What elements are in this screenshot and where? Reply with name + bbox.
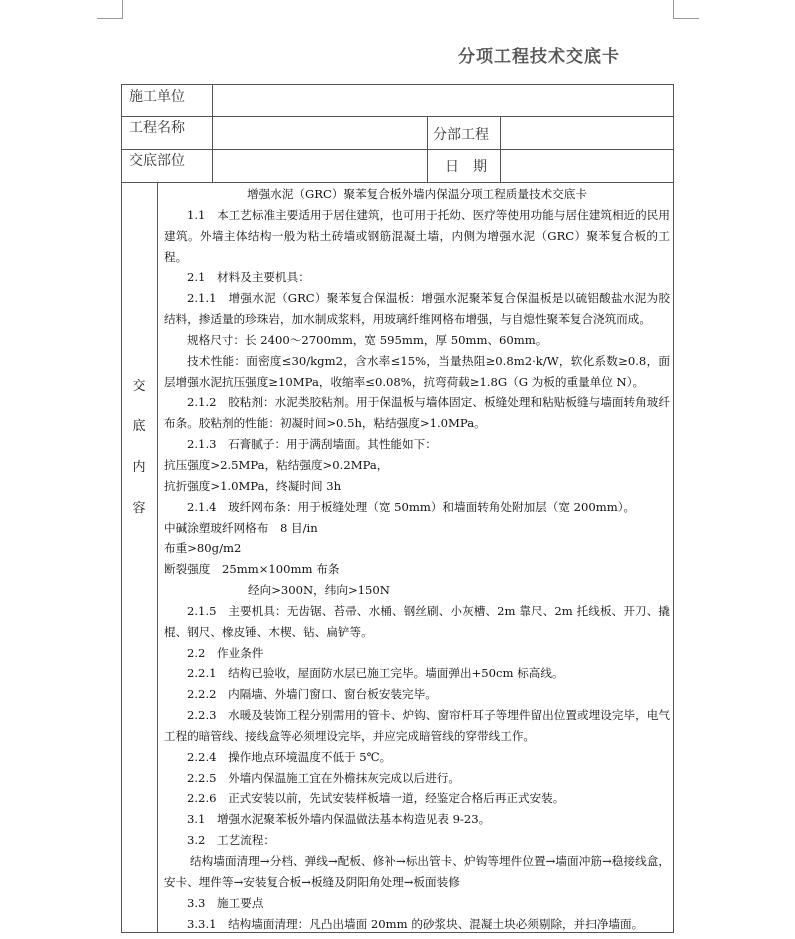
content-paragraph: 经向>300N，纬向>150N [248, 583, 390, 598]
content-paragraph: 抗折强度>1.0MPa，终凝时间 3h [164, 478, 342, 493]
content-paragraph: 1.1 本工艺标准主要适用于居住建筑，也可用于托幼、医疗等使用功能与居住建筑相近的民用建筑。外墙主体结构一般为粘土砖墙或钢筋混凝土墙，内侧为增强水泥（GRC）聚苯复合板的工程。 [164, 207, 670, 264]
content-paragraph: 2.2.2 内隔墙、外墙门窗口、窗台板安装完毕。 [187, 687, 437, 702]
crop-mark [122, 0, 123, 18]
content-paragraph: 2.2.6 正式安装以前，先试安装样板墙一道，经鉴定合格后再正式安装。 [187, 791, 565, 806]
crop-mark [673, 18, 699, 19]
content-paragraph: 2.2.3 水暖及装饰工程分别需用的管卡、炉钩、窗帘杆耳子等埋件留出位置或埋设完毕，电气工程的暗管线、接线盒等必须埋设完毕，并应完成暗管线的穿带线工作。 [164, 708, 670, 743]
content-paragraph: 2.1 材料及主要机具： [187, 270, 310, 285]
content-paragraph: 2.2.1 结构已验收，屋面防水层已施工完毕。墙面弹出+50cm 标高线。 [187, 666, 564, 681]
content-paragraph: 2.2 作业条件 [187, 645, 264, 660]
side-label-char: 内 [132, 460, 146, 475]
crop-mark [97, 18, 123, 19]
content-paragraph: 2.1.5 主要机具：无齿锯、苔帚、水桶、钢丝刷、小灰槽、2m 靠尺、2m 托线板、开刀、撬棍、钢尺、橡皮锤、木楔、钻、扁铲等。 [164, 603, 670, 639]
side-label-char: 底 [132, 419, 146, 434]
side-label-char: 容 [132, 501, 146, 516]
content-paragraph: 抗压强度>2.5MPa，粘结强度>0.2MPa， [164, 457, 389, 472]
content-paragraph: 2.1.3 石膏腻子：用于满刮墙面。其性能如下： [187, 437, 437, 452]
side-label-char: 交 [132, 379, 146, 394]
content-heading: 增强水泥（GRC）聚苯复合板外墙内保温分项工程质量技术交底卡 [247, 187, 587, 201]
handover-dept-label: 交底部位 [129, 153, 185, 169]
sub-project-label: 分部工程 [433, 127, 489, 143]
content-paragraph: 技术性能：面密度≤30/kgm2，含水率≤15%，当量热阻≥0.8m2·k/W，软化系数≥0.8，面层增强水泥抗压强度≥10MPa，收缩率≤0.08%，抗弯荷载≥1.8G（G 为板的重量单位 N）。 [164, 353, 670, 389]
content-paragraph: 断裂强度 25mm×100mm 布条 [164, 562, 340, 577]
project-name-label: 工程名称 [129, 120, 185, 136]
content-paragraph: 2.2.4 操作地点环境温度不低于 5℃。 [187, 749, 392, 764]
content-paragraph: 3.3 施工要点 [187, 895, 264, 910]
crop-mark [673, 0, 674, 18]
content-paragraph: 2.1.4 玻纤网布条：用于板缝处理（宽 50mm）和墙面转角处附加层（宽 200mm）。 [187, 499, 636, 514]
content-paragraph: 3.2 工艺流程： [187, 833, 276, 848]
content-paragraph: 3.3.1 结构墙面清理：凡凸出墙面 20mm 的砂浆块、混凝土块必须剔除，并扫净墙面。 [187, 916, 644, 931]
content-paragraph: 2.1.2 胶粘剂：水泥类胶粘剂。用于保温板与墙体固定、板缝处理和粘贴板缝与墙面转角玻纤布条。胶粘剂的性能：初凝时间>0.5h，粘结强度>1.0MPa。 [164, 395, 670, 431]
content-paragraph: 规格尺寸：长 2400～2700mm，宽 595mm，厚 50mm、60mm。 [187, 332, 548, 347]
handover-content [164, 184, 670, 934]
construction-unit-label: 施工单位 [129, 89, 185, 105]
content-paragraph: 结构墙面清理→分档、弹线→配板、修补→标出管卡、炉钩等埋件位置→墙面冲筋→稳接线盒，安卡、埋件等→安装复合板→板缝及阴阳角处理→板面装修 [164, 854, 670, 889]
content-paragraph: 中碱涂塑玻纤网格布 8 目/in [164, 520, 318, 535]
content-paragraph: 2.2.5 外墙内保温施工宜在外檐抹灰完成以后进行。 [187, 770, 460, 785]
content-paragraph: 2.1.1 增强水泥（GRC）聚苯复合保温板：增强水泥聚苯复合保温板是以硫铝酸盐水泥为胶结料，掺适量的珍珠岩，加水制成浆料，用玻璃纤维网格布增强，与自熄性聚苯复合浇筑而成。 [164, 291, 670, 327]
content-paragraph: 3.1 增强水泥聚苯板外墙内保温做法基本构造见表 9-23。 [187, 812, 491, 827]
content-paragraph: 布重>80g/m2 [164, 541, 242, 556]
document-title: 分项工程技术交底卡 [458, 47, 620, 67]
date-label: 日 期 [445, 159, 487, 175]
